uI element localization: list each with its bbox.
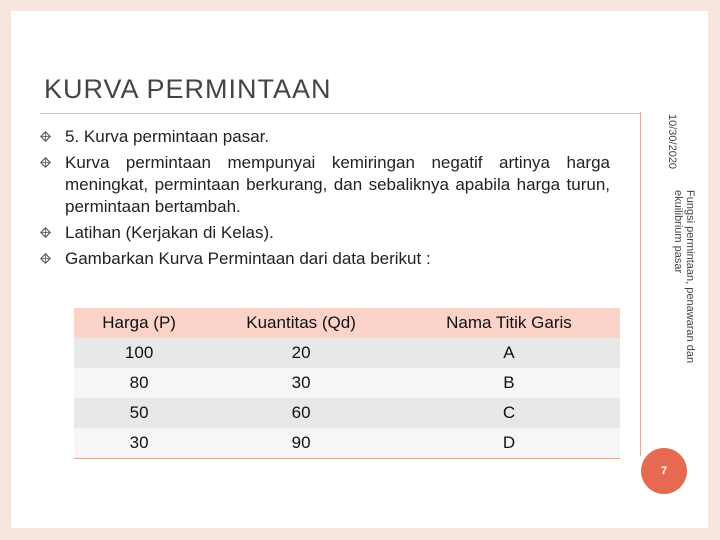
table-cell: C — [398, 398, 620, 428]
table-row — [74, 428, 620, 459]
title-divider — [40, 113, 640, 114]
diamond-bullet-icon — [40, 253, 51, 264]
bullet-text: 5. Kurva permintaan pasar. — [65, 127, 270, 146]
page-number-badge: 7 — [641, 448, 687, 494]
table-row — [74, 398, 620, 428]
bullet-item — [40, 126, 610, 148]
table-cell: A — [398, 338, 620, 368]
column-header-point-name: Nama Titik Garis — [398, 308, 620, 338]
table-cell: 100 — [74, 338, 204, 368]
bullet-item — [40, 222, 610, 244]
slide-date: 10/30/2020 — [666, 114, 678, 170]
diamond-bullet-icon — [40, 157, 51, 168]
column-header-price: Harga (P) — [74, 308, 204, 338]
table-cell: 30 — [204, 368, 398, 398]
diamond-bullet-icon — [40, 227, 51, 238]
table-cell: 90 — [204, 428, 398, 459]
table-cell: D — [398, 428, 620, 459]
table-cell: 20 — [204, 338, 398, 368]
table-cell: 60 — [204, 398, 398, 428]
demand-data-table — [74, 308, 620, 459]
bullet-text: Gambarkan Kurva Permintaan dari data berikut : — [65, 249, 431, 268]
table-cell: 50 — [74, 398, 204, 428]
table-header-row — [74, 308, 620, 338]
bullet-list — [40, 126, 610, 274]
table-row — [74, 338, 620, 368]
table-cell: 30 — [74, 428, 204, 459]
bullet-text: Latihan (Kerjakan di Kelas). — [65, 223, 274, 242]
bullet-item — [40, 248, 610, 270]
bullet-text: Kurva permintaan mempunyai kemiringan negatif artinya harga meningkat, permintaan berkurang, dan sebaliknya apabila harga turun, permintaan bertambah. — [65, 153, 610, 216]
table-cell: B — [398, 368, 620, 398]
table-row — [74, 368, 620, 398]
slide-subtitle: Fungsi permintaan, penawaran dan ekuilibrium pasar — [672, 190, 696, 364]
bullet-item — [40, 152, 610, 218]
column-header-quantity: Kuantitas (Qd) — [204, 308, 398, 338]
slide-title: KURVA PERMINTAAN — [44, 74, 332, 104]
diamond-bullet-icon — [40, 131, 51, 142]
table-cell: 80 — [74, 368, 204, 398]
